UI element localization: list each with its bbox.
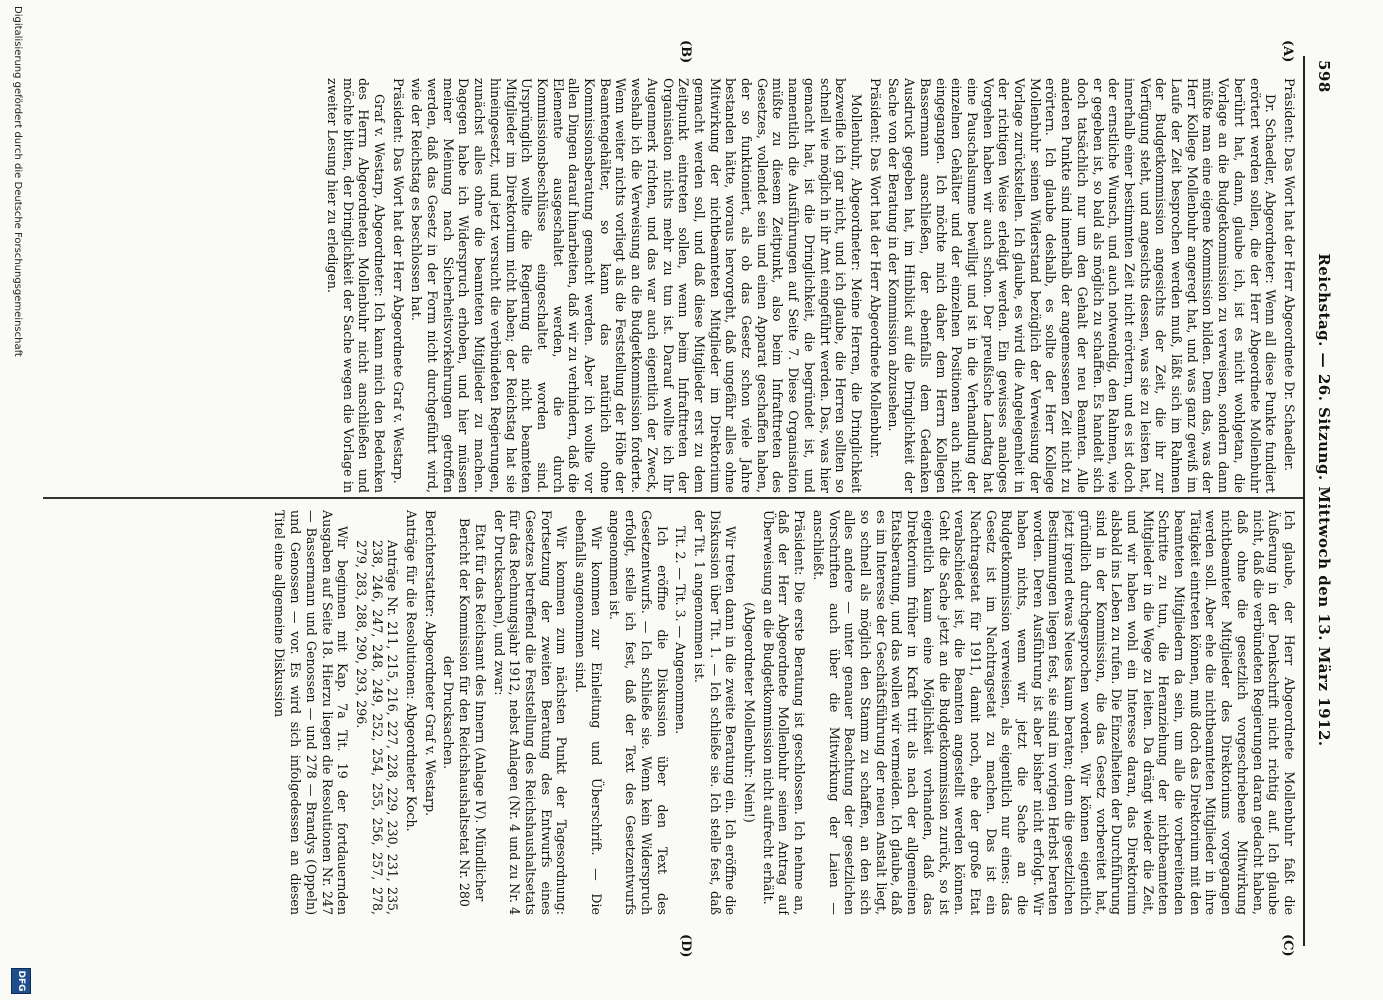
paragraph-law-text: Ich eröffne die Diskussion über den Text des Gesetzentwurfs. — Ich schließe sie. Wenn kein Widerspruch erfolgt, stelle ich fest, daß der Text des Gesetzentwurfs angenommen ist.	[607, 510, 670, 915]
right-text-column	[47, 510, 1297, 915]
paragraph-chapter-start: Wir beginnen mit Kap. 7a Tit. 19 der fortdauernden Ausgaben auf Seite 18. Hierzu liegen die Resolutionen Nr. 247 — Bassermann und Genossen — und 278 — Brandys (Oppeln) und Genossen — vor. Es wird sich infolgedessen an diesen Titel eine allgemeine Diskussion	[272, 510, 351, 915]
column-rule	[43, 497, 1303, 499]
margin-mark-b: (B)	[678, 40, 693, 64]
paragraph-president-4: Präsident: Die erste Beratung ist geschlossen. Ich nehme an, daß der Herr Abgeordnete Mollenbuhr seinen Antrag auf Überweisung an die Budgetkommission nicht aufrecht erhält.	[760, 510, 808, 915]
paragraph-agenda-item: Wir kommen zum nächsten Punkt der Tagesordnung: Fortsetzung der zweiten Beratung des Entwurfs eines Gesetzes betreffend die Feststellung des Reichshaushaltsetats für das Rechnungsjahr 1912, nebst Anlagen (Nr. 4 und zu Nr. 4 der Drucksachen), und zwar:	[491, 510, 570, 915]
paragraph-president-2: Präsident: Das Wort hat der Herr Abgeordnete Mollenbuhr.	[867, 78, 883, 459]
dfg-logo-icon: DFG	[11, 968, 31, 994]
paragraph-president-1: Präsident: Das Wort hat der Herr Abgeordnete Dr. Schaedler.	[1282, 78, 1297, 472]
left-text-column	[47, 78, 1297, 493]
paragraph-interjection: (Abgeordneter Mollenbuhr: Nein!)	[742, 602, 758, 823]
margin-mark-c: (C)	[1280, 934, 1295, 957]
paragraph-president-3: Präsident: Das Wort hat der Herr Abgeordnete Graf v. Westarp.	[390, 78, 406, 484]
paragraph-rapporteur: Berichterstatter: Abgeordneter Graf v. Westarp.	[422, 510, 438, 817]
margin-mark-a: (A)	[1280, 40, 1295, 63]
page-title: Reichstag. — 26. Sitzung. Mittwoch den 13. März 1912.	[1315, 253, 1333, 747]
page-number: 598	[1315, 60, 1333, 93]
margin-mark-d: (D)	[678, 934, 693, 958]
paragraph-westarp-speech: Graf v. Westarp, Abgeordneter: Ich kann mich den Bedenken des Herrn Abgeordneten Mollenbuhr nicht anschließen und möchte bitten, der Dringlichkeit der Sache wegen die Vorlage in zweiter Lesung hier zu erledigen.	[324, 78, 387, 493]
paragraph-schaedler-speech: Dr. Schaedler, Abgeordneter: Wenn all diese Punkte fundiert erörtert werden sollen, die der Herr Abgeordnete Mollenbuhr berührt hat, dann, glaube ich, ist es nicht wohlgetan, die Vorlage an die Budgetkommission zu verweisen, sondern dann müßte man eine eigene Kommission bilden. Denn das, was der Herr Kollege Mollenbuhr angeregt hat, und was ganz gewiß im Laufe der Zeit besprochen werden muß, läßt sich im Rahmen der Budgetkommission angesichts der Zeit, die ihr zur Verfügung steht, und angesichts dessen, was sie zu leisten hat, innerhalb einer bestimmten Zeit nicht erörtern, und es ist doch der ernstliche Wunsch, und auch notwendig, den Rahmen, wie er gegeben ist, so bald als möglich zu schaffen. Es handelt sich doch tatsächlich nur um den Gehalt der neu Beamten. Alle anderen Punkte sind innerhalb der angemessenen Zeit nicht zu erörtern. Ich glaube deshalb, es sollte der Herr Kollege Mollenbuhr seinen Widerstand bezüglich der Verweisung der Vorlage zurückstellen. Ich glaube, es wird die Angelegenheit in der richtigen Weise erledigt werden. Ein gewisses analoges Vorgehen haben wir auch schon. Der preußische Landtag hat eine Pauschalsumme bewilligt und ist in die Verhandlung der einzelnen Gehälter und der einzelnen Positionen auch nicht eingegangen. Ich möchte mich daher dem Herrn Kollegen Bassermann anschließen, der ebenfalls dem Gedanken Ausdruck gegeben hat, im Hinblick auf die Dringlichkeit der Sache von der Beratung in der Kommission abzusehen.	[886, 78, 1279, 493]
paragraph-titles: Tit. 2. — Tit. 3. — Angenommen.	[673, 526, 689, 735]
paragraph-westarp-continued: Ich glaube, der Herr Abgeordnete Mollenbuhr faßt die Äußerung in der Denkschrift nicht richtig auf. Ich glaube nicht, daß die verbündeten Regierungen daran gedacht haben, daß ohne die gesetzlich vorgeschriebene Mitwirkung nichtbeamteter Mitglieder des Direktoriums vorgegangen werden soll. Aber ehe die nichtbeamteten Mitglieder in ihre Tätigkeit eintreten können, muß doch das Direktorium mit den beamteten Mitgliedern da sein, um alle die vorbereitenden Schritte zu tun, die Heranziehung der nichtbeamteten Mitglieder in die Wege zu leiten. Da drängt wieder die Zeit, und wir haben wohl ein Interesse daran, das Direktorium alsbald ins Leben zu rufen. Die Einzelheiten der Durchführung sind in der Kommission, die das Gesetz vorbereitet hat, gründlich durchgesprochen worden. Wir können eigentlich jetzt irgend etwas Neues kaum beraten; denn die gesetzlichen Bestimmungen liegen fest, sie sind im vorigen Herbst beraten worden. Deren Ausführung ist aber bisher nicht erfolgt. Wir haben nichts, wenn wir jetzt die Sache an die Budgetkommission verweisen, als eigentlich nur eines: das Gesetz ist im Nachtragsetat zu machen. Das ist ein Nachtragsetat für 1911, damit noch, ehe der große Etat verabschiedet ist, die Beamten angestellt werden können. Geht die Sache jetzt an die Budgetkommission zurück, so ist eigentlich kaum eine Möglichkeit vorhanden, daß das Direktorium früher in Kraft tritt als nach der allgemeinen Etatsberatung, und das wollen wir vermeiden. Ich glaube, daß es im Interesse der Geschäftsführung der neuen Anstalt liegt, so schnell als möglich den Stamm zu schaffen, an den sich alles andere — unter genauer Beachtung der gesetzlichen Vorschriften auch über die Mitwirkung der Laien — anschließt.	[810, 510, 1297, 915]
paragraph-introduction: Wir kommen zur Einleitung und Überschrift. — Die ebenfalls angenommen sind.	[573, 510, 604, 915]
credit-text: Digitalisierung gefördert durch die Deutsche Forschungsgemeinschaft	[12, 6, 23, 357]
paragraph-mollenbuhr-speech: Mollenbuhr, Abgeordneter: Meine Herren, die Dringlichkeit bezweifle ich gar nicht, und ich glaube, die Herren sollten so schnell wie möglich in ihr Amt eingeführt werden. Das, was hier gemacht hat, ist die Dringlichkeit, die begründet ist, und namentlich die Ausführungen auf Seite 7. Diese Organisation müßte zu diesem Zeitpunkt, also beim Infrafttreten des Gesetzes, vollendet sein und einen Apparat geschaffen haben, der so funktioniert, als ob das Gesetz schon viele Jahre bestanden hätte, woraus hervorgeht, daß ungefähr alles ohne Mitwirkung der nichtbeamteten Mitglieder im Direktorium gemacht werden soll, und daß diese Mitglieder erst zu dem Zeitpunkt eintreten sollen, wenn beim Infrafttreten der Organisation nichts mehr zu tun ist. Darauf wollte ich Ihr Augenmerk richten, und das war auch eigentlich der Zweck, weshalb ich die Verweisung an die Budgetkommission forderte. Wenn weiter nichts vorliegt als die Feststellung der Höhe der Beamtengehälter, so kann das natürlich ohne Kommissionsberatung gemacht werden. Aber ich wollte vor allen Dingen darauf hinarbeiten, daß wir zu verhindern, daß die Elemente ausgeschaltet werden, die durch Kommissionsbeschlüsse eingeschaltet worden sind. Ursprünglich wollte die Regierung die nicht beamteten Mitglieder im Direktorium nicht haben; der Reichstag hat sie hineingesetzt, und jetzt versucht die verbündeten Regierungen, zunächst alles ohne die beamteten Mitglieder zu machen. Dagegen habe ich Widerspruch erhoben, und hier müssen meiner Meinung nach Sicherheitsvorkehrungen getroffen werden, daß das Gesetz in der Form nicht durchgeführt wird, wie der Reichstag es beschlossen hat.	[409, 78, 865, 493]
paragraph-etat-interior: Etat für das Reichsamt des Innern (Anlage IV). Mündlicher Bericht der Kommission für den Reichshaushaltsetat Nr. 280 der Drucksachen.	[441, 518, 488, 907]
paragraph-resolutions: Anträge für die Resolutionen: Abgeordneter Koch.	[404, 510, 420, 832]
paragraph-motion-numbers: Anträge Nr. 211, 215, 216, 227, 228, 229, 230, 231, 235, 238, 246, 247, 248, 249, 252, 254, 255, 256, 257, 278, 279, 283, 288, 290, 293, 296.	[353, 540, 401, 915]
paragraph-second-reading: Wir treten dann in die zweite Beratung ein. Ich eröffne die Diskussion über Tit. 1. — Ich schließe sie. Ich stelle fest, daß der Tit. 1 angenommen ist.	[691, 510, 739, 915]
header-divider	[1303, 56, 1305, 946]
page-header	[1307, 60, 1333, 940]
